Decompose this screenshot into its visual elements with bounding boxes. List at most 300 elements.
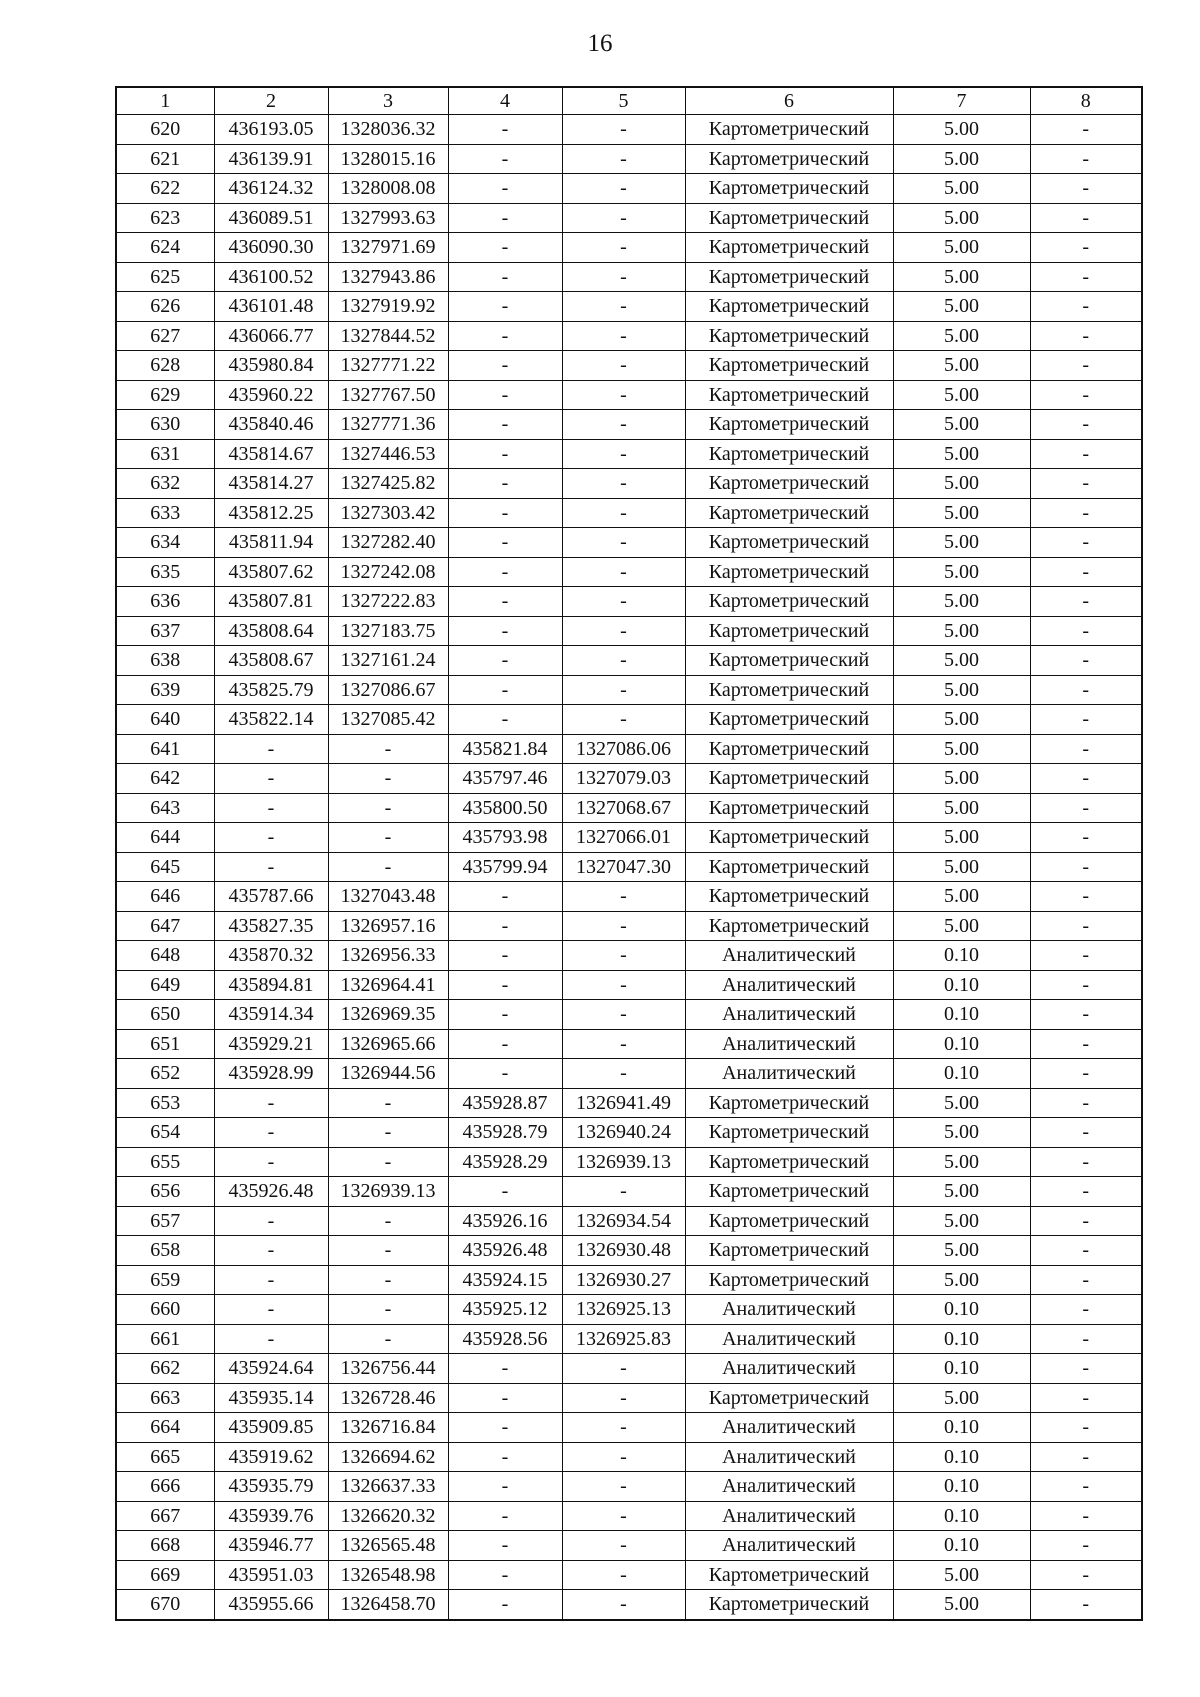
table-cell-col-7: 5.00 [893, 498, 1030, 528]
table-cell-col-5: 1327079.03 [562, 764, 685, 794]
table-cell-col-6: Картометрический [685, 321, 893, 351]
table-cell-col-6: Картометрический [685, 528, 893, 558]
table-cell-col-8: - [1030, 1324, 1142, 1354]
table-cell-col-5: 1326934.54 [562, 1206, 685, 1236]
table-cell-col-5: - [562, 1442, 685, 1472]
column-header-1: 1 [116, 87, 214, 115]
table-cell-col-1: 668 [116, 1531, 214, 1561]
table-cell-col-2: 436101.48 [214, 292, 328, 322]
table-row [116, 262, 1142, 292]
table-cell-col-3: 1327183.75 [328, 616, 448, 646]
table-cell-col-7: 5.00 [893, 1118, 1030, 1148]
table-cell-col-8: - [1030, 1354, 1142, 1384]
table-cell-col-1: 649 [116, 970, 214, 1000]
table-cell-col-8: - [1030, 705, 1142, 735]
table-cell-col-3: 1327303.42 [328, 498, 448, 528]
table-cell-col-7: 5.00 [893, 115, 1030, 145]
table-cell-col-8: - [1030, 1531, 1142, 1561]
table-cell-col-3: - [328, 764, 448, 794]
table-row [116, 1059, 1142, 1089]
table-cell-col-1: 651 [116, 1029, 214, 1059]
table-cell-col-5: - [562, 262, 685, 292]
table-cell-col-5: - [562, 469, 685, 499]
table-row [116, 823, 1142, 853]
table-cell-col-2: 435935.79 [214, 1472, 328, 1502]
table-cell-col-8: - [1030, 734, 1142, 764]
table-cell-col-4: - [448, 1590, 562, 1620]
table-cell-col-1: 634 [116, 528, 214, 558]
table-cell-col-5: - [562, 410, 685, 440]
table-row [116, 144, 1142, 174]
table-cell-col-6: Картометрический [685, 1383, 893, 1413]
table-cell-col-6: Картометрический [685, 1088, 893, 1118]
table-cell-col-4: - [448, 675, 562, 705]
table-cell-col-2: - [214, 1088, 328, 1118]
table-cell-col-6: Картометрический [685, 115, 893, 145]
table-row [116, 970, 1142, 1000]
table-cell-col-5: - [562, 233, 685, 263]
table-row [116, 882, 1142, 912]
table-row [116, 793, 1142, 823]
table-cell-col-7: 0.10 [893, 1531, 1030, 1561]
table-cell-col-2: 435929.21 [214, 1029, 328, 1059]
table-cell-col-1: 647 [116, 911, 214, 941]
table-cell-col-4: - [448, 616, 562, 646]
table-cell-col-5: - [562, 616, 685, 646]
table-cell-col-2: 435825.79 [214, 675, 328, 705]
table-cell-col-7: 5.00 [893, 380, 1030, 410]
table-row [116, 911, 1142, 941]
column-header-3: 3 [328, 87, 448, 115]
table-cell-col-6: Картометрический [685, 1236, 893, 1266]
table-cell-col-3: - [328, 1295, 448, 1325]
table-cell-col-7: 0.10 [893, 1324, 1030, 1354]
table-cell-col-8: - [1030, 1059, 1142, 1089]
table-cell-col-6: Картометрический [685, 144, 893, 174]
table-row [116, 1206, 1142, 1236]
table-cell-col-1: 652 [116, 1059, 214, 1089]
table-row [116, 675, 1142, 705]
table-cell-col-6: Картометрический [685, 911, 893, 941]
table-cell-col-6: Картометрический [685, 174, 893, 204]
table-cell-col-5: - [562, 1590, 685, 1620]
table-cell-col-3: - [328, 734, 448, 764]
coordinates-table [115, 86, 1143, 1621]
table-cell-col-8: - [1030, 1029, 1142, 1059]
table-cell-col-6: Аналитический [685, 1442, 893, 1472]
table-row [116, 1147, 1142, 1177]
table-cell-col-3: 1327767.50 [328, 380, 448, 410]
table-row [116, 498, 1142, 528]
table-cell-col-1: 638 [116, 646, 214, 676]
table-cell-col-2: 435924.64 [214, 1354, 328, 1384]
table-cell-col-4: 435925.12 [448, 1295, 562, 1325]
table-cell-col-3: - [328, 823, 448, 853]
table-cell-col-8: - [1030, 1177, 1142, 1207]
table-cell-col-8: - [1030, 970, 1142, 1000]
table-cell-col-4: - [448, 646, 562, 676]
table-cell-col-3: 1326957.16 [328, 911, 448, 941]
table-cell-col-3: 1326620.32 [328, 1501, 448, 1531]
table-cell-col-4: - [448, 1560, 562, 1590]
table-cell-col-4: 435924.15 [448, 1265, 562, 1295]
table-cell-col-6: Картометрический [685, 823, 893, 853]
table-cell-col-4: - [448, 351, 562, 381]
table-cell-col-7: 5.00 [893, 616, 1030, 646]
column-header-2: 2 [214, 87, 328, 115]
table-cell-col-1: 657 [116, 1206, 214, 1236]
table-cell-col-4: 435928.29 [448, 1147, 562, 1177]
table-cell-col-5: - [562, 115, 685, 145]
table-cell-col-3: 1327771.22 [328, 351, 448, 381]
table-cell-col-7: 0.10 [893, 1059, 1030, 1089]
table-cell-col-7: 5.00 [893, 764, 1030, 794]
table-cell-col-1: 661 [116, 1324, 214, 1354]
table-cell-col-8: - [1030, 115, 1142, 145]
table-cell-col-7: 5.00 [893, 351, 1030, 381]
table-cell-col-5: 1326930.48 [562, 1236, 685, 1266]
table-row [116, 321, 1142, 351]
table-cell-col-4: - [448, 1442, 562, 1472]
table-cell-col-1: 659 [116, 1265, 214, 1295]
table-cell-col-5: 1326930.27 [562, 1265, 685, 1295]
table-cell-col-1: 648 [116, 941, 214, 971]
table-cell-col-6: Картометрический [685, 469, 893, 499]
table-row [116, 1000, 1142, 1030]
table-row [116, 1177, 1142, 1207]
table-cell-col-4: - [448, 528, 562, 558]
table-cell-col-2: 436124.32 [214, 174, 328, 204]
table-cell-col-2: - [214, 852, 328, 882]
table-cell-col-8: - [1030, 410, 1142, 440]
table-cell-col-7: 5.00 [893, 587, 1030, 617]
table-cell-col-6: Картометрический [685, 233, 893, 263]
table-cell-col-5: - [562, 911, 685, 941]
table-cell-col-1: 641 [116, 734, 214, 764]
table-cell-col-4: 435928.79 [448, 1118, 562, 1148]
table-cell-col-5: - [562, 1501, 685, 1531]
column-header-7: 7 [893, 87, 1030, 115]
table-cell-col-6: Аналитический [685, 941, 893, 971]
table-cell-col-5: - [562, 144, 685, 174]
table-cell-col-3: 1327282.40 [328, 528, 448, 558]
table-cell-col-7: 0.10 [893, 1501, 1030, 1531]
table-cell-col-4: - [448, 970, 562, 1000]
table-cell-col-2: 435955.66 [214, 1590, 328, 1620]
table-cell-col-8: - [1030, 292, 1142, 322]
table-cell-col-6: Картометрический [685, 203, 893, 233]
table-cell-col-7: 5.00 [893, 1206, 1030, 1236]
table-cell-col-7: 5.00 [893, 1088, 1030, 1118]
table-cell-col-1: 627 [116, 321, 214, 351]
table-cell-col-7: 5.00 [893, 439, 1030, 469]
table-cell-col-6: Картометрический [685, 852, 893, 882]
table-row [116, 1118, 1142, 1148]
table-cell-col-8: - [1030, 646, 1142, 676]
table-cell-col-3: 1326965.66 [328, 1029, 448, 1059]
table-cell-col-2: 435822.14 [214, 705, 328, 735]
table-cell-col-1: 644 [116, 823, 214, 853]
table-cell-col-6: Картометрический [685, 587, 893, 617]
table-cell-col-5: - [562, 1413, 685, 1443]
table-cell-col-5: - [562, 1383, 685, 1413]
table-cell-col-7: 0.10 [893, 1413, 1030, 1443]
table-cell-col-2: - [214, 823, 328, 853]
table-cell-col-5: 1327086.06 [562, 734, 685, 764]
table-cell-col-3: - [328, 1265, 448, 1295]
table-cell-col-8: - [1030, 941, 1142, 971]
table-cell-col-2: 435840.46 [214, 410, 328, 440]
table-cell-col-2: 436090.30 [214, 233, 328, 263]
table-cell-col-7: 0.10 [893, 1472, 1030, 1502]
table-cell-col-6: Аналитический [685, 970, 893, 1000]
table-cell-col-7: 5.00 [893, 1560, 1030, 1590]
table-cell-col-1: 640 [116, 705, 214, 735]
table-cell-col-3: 1327222.83 [328, 587, 448, 617]
table-row [116, 646, 1142, 676]
table-header-row [116, 87, 1142, 115]
table-cell-col-3: 1327919.92 [328, 292, 448, 322]
table-cell-col-3: 1326728.46 [328, 1383, 448, 1413]
table-cell-col-2: - [214, 1265, 328, 1295]
table-cell-col-2: - [214, 1118, 328, 1148]
table-cell-col-5: - [562, 528, 685, 558]
table-cell-col-1: 667 [116, 1501, 214, 1531]
table-row [116, 1236, 1142, 1266]
table-cell-col-3: - [328, 1147, 448, 1177]
table-cell-col-8: - [1030, 1442, 1142, 1472]
table-cell-col-2: 436089.51 [214, 203, 328, 233]
table-cell-col-1: 662 [116, 1354, 214, 1384]
table-cell-col-5: - [562, 498, 685, 528]
table-cell-col-4: - [448, 233, 562, 263]
table-row [116, 941, 1142, 971]
table-cell-col-5: - [562, 1354, 685, 1384]
table-cell-col-2: 436066.77 [214, 321, 328, 351]
table-cell-col-4: 435926.16 [448, 1206, 562, 1236]
table-cell-col-7: 5.00 [893, 734, 1030, 764]
table-cell-col-2: 435814.67 [214, 439, 328, 469]
table-cell-col-3: 1327971.69 [328, 233, 448, 263]
table-cell-col-6: Картометрический [685, 616, 893, 646]
table-cell-col-1: 660 [116, 1295, 214, 1325]
table-cell-col-4: - [448, 1354, 562, 1384]
table-cell-col-4: - [448, 1059, 562, 1089]
table-cell-col-1: 629 [116, 380, 214, 410]
table-cell-col-8: - [1030, 1590, 1142, 1620]
table-cell-col-2: 435951.03 [214, 1560, 328, 1590]
table-row [116, 1265, 1142, 1295]
table-cell-col-3: 1326939.13 [328, 1177, 448, 1207]
table-cell-col-8: - [1030, 764, 1142, 794]
table-cell-col-5: - [562, 970, 685, 1000]
table-cell-col-1: 646 [116, 882, 214, 912]
table-cell-col-8: - [1030, 911, 1142, 941]
table-cell-col-2: 435812.25 [214, 498, 328, 528]
table-cell-col-1: 642 [116, 764, 214, 794]
table-cell-col-8: - [1030, 1501, 1142, 1531]
table-cell-col-1: 628 [116, 351, 214, 381]
table-cell-col-8: - [1030, 793, 1142, 823]
table-cell-col-3: 1326956.33 [328, 941, 448, 971]
table-cell-col-7: 5.00 [893, 882, 1030, 912]
table-cell-col-6: Картометрический [685, 410, 893, 440]
table-cell-col-7: 0.10 [893, 1354, 1030, 1384]
table-cell-col-8: - [1030, 1000, 1142, 1030]
table-cell-col-8: - [1030, 528, 1142, 558]
table-cell-col-6: Аналитический [685, 1295, 893, 1325]
table-cell-col-4: - [448, 587, 562, 617]
table-cell-col-6: Аналитический [685, 1531, 893, 1561]
table-cell-col-3: 1326716.84 [328, 1413, 448, 1443]
table-cell-col-2: 436139.91 [214, 144, 328, 174]
table-cell-col-2: 435870.32 [214, 941, 328, 971]
table-cell-col-5: - [562, 1059, 685, 1089]
table-cell-col-4: - [448, 1177, 562, 1207]
table-row [116, 1383, 1142, 1413]
table-cell-col-6: Картометрический [685, 793, 893, 823]
table-row [116, 203, 1142, 233]
table-cell-col-4: 435926.48 [448, 1236, 562, 1266]
table-cell-col-3: 1327446.53 [328, 439, 448, 469]
table-cell-col-8: - [1030, 1236, 1142, 1266]
table-cell-col-6: Картометрический [685, 764, 893, 794]
table-cell-col-5: - [562, 1560, 685, 1590]
table-cell-col-4: - [448, 1383, 562, 1413]
table-cell-col-1: 623 [116, 203, 214, 233]
table-cell-col-8: - [1030, 557, 1142, 587]
table-cell-col-2: 435808.64 [214, 616, 328, 646]
table-cell-col-1: 632 [116, 469, 214, 499]
table-cell-col-6: Картометрический [685, 646, 893, 676]
table-cell-col-8: - [1030, 351, 1142, 381]
table-cell-col-2: - [214, 793, 328, 823]
table-cell-col-6: Аналитический [685, 1413, 893, 1443]
table-cell-col-3: 1326548.98 [328, 1560, 448, 1590]
table-cell-col-4: - [448, 410, 562, 440]
table-cell-col-1: 621 [116, 144, 214, 174]
table-cell-col-4: 435793.98 [448, 823, 562, 853]
table-cell-col-8: - [1030, 1472, 1142, 1502]
table-cell-col-7: 5.00 [893, 262, 1030, 292]
table-cell-col-4: - [448, 1531, 562, 1561]
table-cell-col-7: 5.00 [893, 823, 1030, 853]
table-row [116, 380, 1142, 410]
table-row [116, 1413, 1142, 1443]
table-cell-col-5: - [562, 646, 685, 676]
column-header-6: 6 [685, 87, 893, 115]
table-cell-col-3: 1326565.48 [328, 1531, 448, 1561]
table-cell-col-7: 5.00 [893, 1236, 1030, 1266]
table-cell-col-2: 435807.81 [214, 587, 328, 617]
table-cell-col-7: 5.00 [893, 793, 1030, 823]
table-row [116, 1324, 1142, 1354]
table-cell-col-1: 635 [116, 557, 214, 587]
table-cell-col-2: 435926.48 [214, 1177, 328, 1207]
table-cell-col-2: 435928.99 [214, 1059, 328, 1089]
table-row [116, 1560, 1142, 1590]
table-row [116, 1501, 1142, 1531]
table-cell-col-2: 436100.52 [214, 262, 328, 292]
table-cell-col-5: - [562, 351, 685, 381]
table-cell-col-4: - [448, 557, 562, 587]
table-cell-col-8: - [1030, 144, 1142, 174]
table-cell-col-8: - [1030, 1413, 1142, 1443]
table-cell-col-1: 625 [116, 262, 214, 292]
table-cell-col-3: 1327043.48 [328, 882, 448, 912]
table-cell-col-3: 1327993.63 [328, 203, 448, 233]
table-cell-col-6: Картометрический [685, 557, 893, 587]
table-row [116, 705, 1142, 735]
table-cell-col-1: 650 [116, 1000, 214, 1030]
table-cell-col-1: 663 [116, 1383, 214, 1413]
table-cell-col-4: - [448, 174, 562, 204]
table-cell-col-1: 622 [116, 174, 214, 204]
table-cell-col-5: 1327068.67 [562, 793, 685, 823]
column-header-4: 4 [448, 87, 562, 115]
table-cell-col-7: 0.10 [893, 1295, 1030, 1325]
table-cell-col-5: - [562, 705, 685, 735]
table-cell-col-5: - [562, 1000, 685, 1030]
table-cell-col-8: - [1030, 439, 1142, 469]
table-row [116, 1029, 1142, 1059]
table-row [116, 1472, 1142, 1502]
table-cell-col-2: 435939.76 [214, 1501, 328, 1531]
table-row [116, 587, 1142, 617]
table-cell-col-1: 630 [116, 410, 214, 440]
table-cell-col-8: - [1030, 498, 1142, 528]
table-cell-col-3: - [328, 1324, 448, 1354]
table-cell-col-8: - [1030, 852, 1142, 882]
table-cell-col-8: - [1030, 1206, 1142, 1236]
table-cell-col-5: 1326939.13 [562, 1147, 685, 1177]
table-cell-col-3: 1326756.44 [328, 1354, 448, 1384]
table-cell-col-1: 624 [116, 233, 214, 263]
table-cell-col-4: - [448, 380, 562, 410]
table-cell-col-6: Аналитический [685, 1501, 893, 1531]
table-cell-col-8: - [1030, 1147, 1142, 1177]
table-row [116, 1354, 1142, 1384]
table-row [116, 616, 1142, 646]
table-cell-col-3: - [328, 1088, 448, 1118]
table-cell-col-3: 1328036.32 [328, 115, 448, 145]
table-cell-col-5: - [562, 174, 685, 204]
table-cell-col-6: Картометрический [685, 675, 893, 705]
table-cell-col-8: - [1030, 1383, 1142, 1413]
table-cell-col-3: 1327085.42 [328, 705, 448, 735]
table-row [116, 1088, 1142, 1118]
table-cell-col-8: - [1030, 469, 1142, 499]
table-row [116, 292, 1142, 322]
table-cell-col-6: Картометрический [685, 1206, 893, 1236]
table-cell-col-1: 670 [116, 1590, 214, 1620]
table-cell-col-7: 5.00 [893, 557, 1030, 587]
table-cell-col-7: 5.00 [893, 174, 1030, 204]
table-cell-col-1: 669 [116, 1560, 214, 1590]
table-cell-col-8: - [1030, 174, 1142, 204]
table-cell-col-8: - [1030, 882, 1142, 912]
table-row [116, 1590, 1142, 1620]
table-row [116, 1295, 1142, 1325]
table-cell-col-4: - [448, 439, 562, 469]
table-cell-col-3: 1327161.24 [328, 646, 448, 676]
table-cell-col-6: Картометрический [685, 439, 893, 469]
table-cell-col-2: 435935.14 [214, 1383, 328, 1413]
table-cell-col-6: Картометрический [685, 1590, 893, 1620]
table-cell-col-4: 435821.84 [448, 734, 562, 764]
table-cell-col-5: 1326940.24 [562, 1118, 685, 1148]
table-cell-col-8: - [1030, 675, 1142, 705]
